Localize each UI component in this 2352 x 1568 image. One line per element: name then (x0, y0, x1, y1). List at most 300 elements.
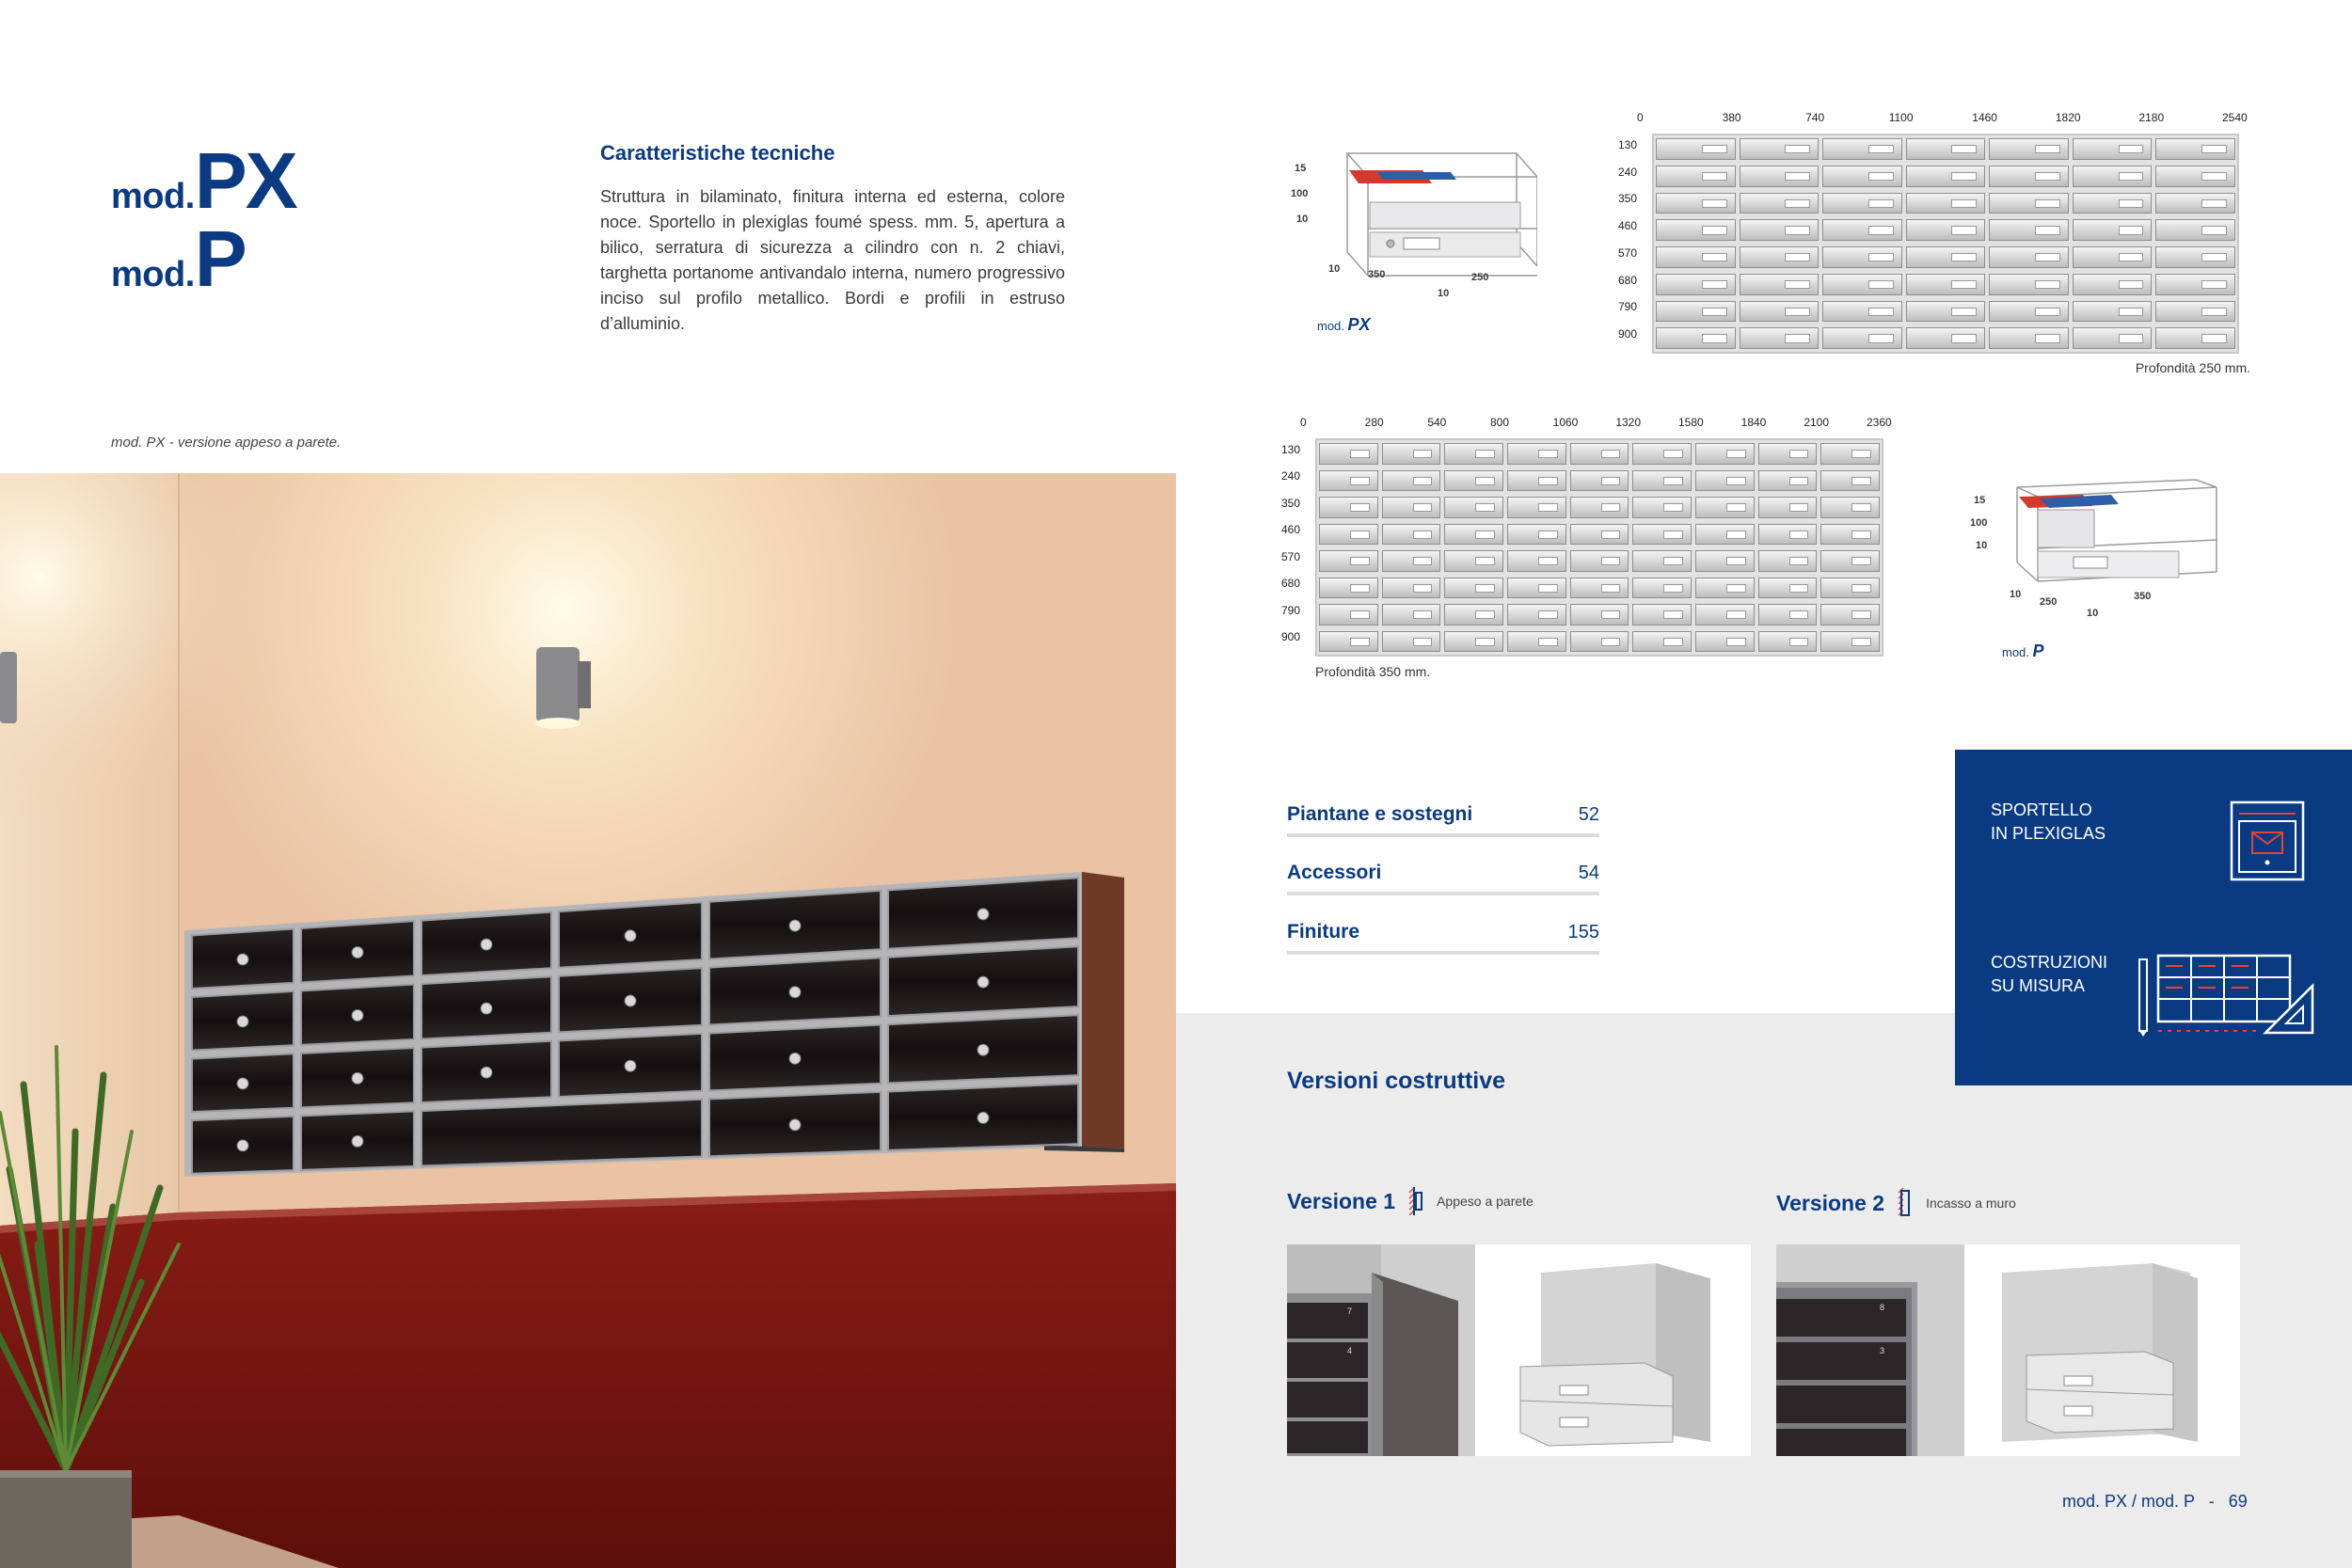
grid-mailbox-slot (1350, 557, 1370, 565)
mailbox-number: 8 (1880, 1303, 1885, 1312)
grid-mailbox-cell (1656, 274, 1736, 295)
grid-mailbox-cell (1382, 550, 1441, 572)
grid-mailbox-slot (1601, 610, 1621, 619)
grid-mailbox-cell (1319, 604, 1378, 626)
features-box (1955, 750, 2352, 1085)
footer-text: mod. PX / mod. P (2062, 1492, 2195, 1511)
x-tick-label: 1460 (1972, 111, 1997, 124)
grid-mailbox-cell (1382, 578, 1441, 599)
grid-mailbox-cell (1656, 138, 1736, 160)
grid-mailbox-cell (1570, 604, 1629, 626)
dim-350: 350 (1368, 269, 1386, 280)
grid-mailbox-cell (1822, 193, 1902, 214)
grid-mailbox-cell (1758, 443, 1818, 465)
grid-mailbox-slot (1785, 334, 1810, 342)
grid-mailbox-slot (1789, 450, 1809, 458)
dim-10c: 10 (1438, 288, 1450, 299)
grid-mailbox-cell (1989, 274, 2069, 295)
grid-mailbox-slot (1663, 557, 1683, 565)
grid-mailbox-cell (1632, 443, 1692, 465)
grid-mailbox-cell (1444, 631, 1503, 653)
grid-mailbox-slot (1726, 531, 1746, 539)
photo-mailbox-large-door (421, 1100, 702, 1166)
grid-mailbox-cell (1632, 578, 1692, 599)
photo-mailbox-lock (352, 1135, 363, 1147)
grid-mailbox-slot (1663, 477, 1683, 485)
grid-mailbox-slot (1868, 308, 1894, 316)
grid-mailbox-cell (1740, 246, 1820, 268)
grid-mailbox-cell (1740, 219, 1820, 241)
mailbox-wall-photo (0, 473, 1176, 1568)
grid-mailbox-cell (1740, 193, 1820, 214)
grid-mailbox-slot (2201, 226, 2227, 234)
grid-mailbox-slot (1951, 226, 1977, 234)
grid-mailbox-cell (1740, 301, 1820, 323)
y-tick-label: 350 (1281, 496, 1301, 510)
grid-mailbox-slot (1350, 531, 1370, 539)
grid-mailbox-cell (1570, 524, 1629, 546)
y-tick-label: 900 (1281, 630, 1301, 644)
photo-mailbox-lock (625, 1060, 636, 1071)
page-footer (2062, 1492, 2248, 1512)
grid-mailbox-cell (1507, 497, 1566, 518)
grid-mailbox-slot (2201, 280, 2227, 289)
grid-mailbox-slot (1702, 199, 1727, 208)
grid-mailbox-slot (1538, 477, 1558, 485)
photo-mailbox-lock (625, 995, 636, 1006)
mailbox-number: 3 (1880, 1346, 1885, 1355)
grid-mailbox-slot (1789, 638, 1809, 646)
grid-mailbox-slot (2035, 334, 2060, 342)
grid-mailbox-slot (1851, 557, 1871, 565)
title-prefix: mod. (111, 255, 195, 294)
grid-mailbox-slot (1951, 172, 1977, 181)
grid-mailbox-slot (1413, 450, 1433, 458)
grid-mailbox-cell (1740, 274, 1820, 295)
grid-mailbox-slot (1413, 503, 1433, 512)
grid-mailbox-slot (2201, 308, 2227, 316)
grid-mailbox-slot (1350, 610, 1370, 619)
grid-mailbox-cell (1570, 550, 1629, 572)
grid-mailbox-cell (1822, 246, 1902, 268)
grid-mailbox-slot (1851, 477, 1871, 485)
grid-mailbox-slot (1663, 610, 1683, 619)
version-desc: Appeso a parete (1437, 1194, 1534, 1209)
grid-mailbox-slot (1851, 531, 1871, 539)
grid-mailbox-slot (2119, 226, 2144, 234)
grid-mailbox-cell (1656, 327, 1736, 349)
grid-mailbox-slot (1726, 477, 1746, 485)
grid-mailbox-cell (1906, 274, 1986, 295)
grid-mailbox-cell (1319, 443, 1378, 465)
grid-mailbox-slot (1350, 638, 1370, 646)
grid-mailbox-cell (1820, 550, 1880, 572)
grid-mailbox-slot (1702, 308, 1727, 316)
grid-mailbox-slot (2201, 172, 2227, 181)
photo-mailbox-lock (789, 1119, 801, 1131)
grid-mailbox-cell (2155, 193, 2235, 214)
grid-mailbox-slot (1702, 145, 1727, 153)
index-page: 52 (1578, 804, 1599, 825)
grid-mailbox-cell (1989, 193, 2069, 214)
y-tick-label: 790 (1618, 300, 1638, 314)
grid-mailbox-cell (1507, 631, 1566, 653)
grid-mailbox-cell (1444, 443, 1503, 465)
grid-mailbox-cell (1382, 497, 1441, 518)
y-tick-label: 900 (1618, 327, 1638, 341)
grid-mailbox-slot (1851, 450, 1871, 458)
title-px: PX (194, 136, 296, 225)
custom-build-icon (2137, 952, 2316, 1037)
x-tick-label: 280 (1364, 416, 1384, 429)
grid-mailbox-cell (1820, 470, 1880, 492)
grid-mailbox-slot (1350, 450, 1370, 458)
grid-mailbox-slot (1851, 638, 1871, 646)
photo-mailbox-lock (625, 930, 636, 942)
grid-mailbox-slot (1702, 253, 1727, 261)
grid-mailbox-slot (1702, 280, 1727, 289)
grid-mailbox-cell (1319, 578, 1378, 599)
p-depth-note: Profondità 350 mm. (1315, 664, 1431, 679)
grid-mailbox-cell (1906, 166, 1986, 187)
grid-mailbox-cell (1382, 470, 1441, 492)
photo-caption: mod. PX - versione appeso a parete. (111, 435, 342, 451)
grid-mailbox-slot (1868, 226, 1894, 234)
grid-mailbox-cell (1319, 631, 1378, 653)
grid-mailbox-cell (1695, 604, 1755, 626)
grid-mailbox-cell (1507, 443, 1566, 465)
grid-mailbox-slot (1789, 477, 1809, 485)
grid-mailbox-slot (1601, 503, 1621, 512)
grid-mailbox-cell (1319, 524, 1378, 546)
title-mod-p (111, 214, 246, 303)
grid-mailbox-cell (1507, 578, 1566, 599)
grid-mailbox-slot (2035, 226, 2060, 234)
x-tick-label: 1100 (1888, 111, 1914, 124)
x-tick-label: 1580 (1678, 416, 1704, 429)
mailbox-number: 7 (1347, 1307, 1353, 1316)
grid-mailbox-cell (1740, 327, 1820, 349)
feature-text: COSTRUZIONI SU MISURA (1991, 953, 2107, 995)
grid-mailbox-slot (1601, 584, 1621, 593)
grid-mailbox-slot (1726, 584, 1746, 593)
photo-mailbox-lock (352, 947, 363, 958)
dim-10c: 10 (2087, 608, 2099, 619)
y-tick-label: 680 (1618, 273, 1638, 287)
y-tick-label: 240 (1281, 469, 1301, 483)
tech-heading: Caratteristiche tecniche (600, 141, 835, 165)
grid-mailbox-cell (1632, 631, 1692, 653)
dim-10: 10 (1976, 540, 1988, 551)
grid-mailbox-slot (1951, 334, 1977, 342)
grid-mailbox-cell (1656, 166, 1736, 187)
grid-mailbox-slot (1413, 584, 1433, 593)
grid-mailbox-slot (1538, 531, 1558, 539)
grid-mailbox-slot (2035, 253, 2060, 261)
grid-mailbox-slot (2201, 253, 2227, 261)
title-p: P (194, 214, 246, 303)
grid-mailbox-slot (1868, 199, 1894, 208)
y-tick-label: 240 (1618, 165, 1638, 179)
grid-mailbox-cell (1507, 550, 1566, 572)
grid-mailbox-slot (1601, 450, 1621, 458)
version-label: Versione 2 (1776, 1190, 1885, 1215)
grid-mailbox-slot (1538, 503, 1558, 512)
mailbox-number: 4 (1347, 1346, 1353, 1355)
grid-mailbox-cell (1820, 604, 1880, 626)
grid-mailbox-slot (1475, 638, 1495, 646)
grid-mailbox-cell (1319, 470, 1378, 492)
grid-mailbox-slot (1851, 610, 1871, 619)
grid-mailbox-cell (1695, 631, 1755, 653)
grid-mailbox-cell (1570, 470, 1629, 492)
photo-mailbox-lock (237, 1140, 248, 1151)
dim-15: 15 (1295, 163, 1307, 174)
grid-mailbox-cell (1382, 443, 1441, 465)
grid-mailbox-cell (1507, 470, 1566, 492)
diagram-px-3d (1291, 135, 1537, 332)
grid-mailbox-cell (1695, 443, 1755, 465)
index-row[interactable] (1287, 913, 1599, 955)
photo-mailbox-lock (237, 1078, 248, 1089)
p-grid-chart (1279, 414, 1891, 689)
grid-mailbox-cell (1906, 138, 1986, 160)
grid-mailbox-cell (1319, 497, 1378, 518)
product-photo (0, 473, 1176, 1568)
grid-mailbox-slot (2119, 308, 2144, 316)
grid-mailbox-cell (1820, 443, 1880, 465)
grid-mailbox-cell (1758, 604, 1818, 626)
photo-mailbox-lock (481, 939, 492, 950)
grid-mailbox-slot (1951, 253, 1977, 261)
x-tick-label: 800 (1490, 416, 1510, 429)
photo-mailbox-lock (977, 1112, 989, 1123)
diagram-p-label: mod. P (2002, 641, 2044, 660)
grid-mailbox-cell (1444, 550, 1503, 572)
grid-mailbox-slot (2119, 199, 2144, 208)
grid-mailbox-cell (1656, 193, 1736, 214)
dim-100: 100 (1970, 517, 1988, 529)
y-tick-label: 130 (1281, 442, 1301, 456)
grid-mailbox-cell (2155, 166, 2235, 187)
index-page: 155 (1567, 922, 1599, 942)
y-tick-label: 790 (1281, 603, 1301, 617)
grid-mailbox-cell (1989, 166, 2069, 187)
grid-mailbox-cell (2155, 219, 2235, 241)
grid-mailbox-cell (1444, 524, 1503, 546)
grid-mailbox-cell (1695, 578, 1755, 599)
px-grid-chart (1573, 111, 2250, 384)
photo-mailbox-lock (977, 909, 989, 920)
wall-mount-icon (1408, 1187, 1423, 1215)
grid-mailbox-slot (1350, 503, 1370, 512)
index-row[interactable] (1287, 796, 1599, 837)
grid-mailbox-slot (1789, 531, 1809, 539)
version-1-images (1287, 1244, 1751, 1456)
dim-15: 15 (1974, 495, 1986, 506)
grid-mailbox-cell (1758, 470, 1818, 492)
grid-mailbox-cell (1695, 550, 1755, 572)
photo-mailbox-lock (352, 1009, 363, 1021)
grid-mailbox-cell (1382, 524, 1441, 546)
tech-body: Struttura in bilaminato, finitura interna ed esterna, colore noce. Sportello in plexiglas foumé spess. mm. 5, apertura a bilico, serratura di sicurezza a cilindro con n. 2 chiavi, targhetta portanome antivandalo interna, numero progressivo inciso sul profilo metallico. Bordi e profili in estruso d’alluminio. (600, 187, 1065, 333)
grid-mailbox-cell (1989, 219, 2069, 241)
grid-mailbox-cell (1444, 604, 1503, 626)
dim-100: 100 (1291, 188, 1309, 199)
grid-mailbox-cell (1758, 550, 1818, 572)
grid-mailbox-slot (1538, 610, 1558, 619)
grid-mailbox-cell (1906, 193, 1986, 214)
grid-mailbox-slot (1601, 477, 1621, 485)
grid-mailbox-slot (2201, 145, 2227, 153)
grid-mailbox-slot (2119, 253, 2144, 261)
grid-mailbox-cell (1822, 301, 1902, 323)
grid-mailbox-slot (1789, 584, 1809, 593)
photo-mailbox-lock (481, 1067, 492, 1078)
photo-mailbox-lock (481, 1003, 492, 1014)
grid-mailbox-slot (2035, 199, 2060, 208)
grid-mailbox-slot (1350, 584, 1370, 593)
grid-mailbox-cell (1740, 138, 1820, 160)
title-prefix: mod. (111, 177, 195, 216)
grid-mailbox-slot (2119, 334, 2144, 342)
grid-mailbox-cell (1822, 274, 1902, 295)
grid-mailbox-cell (1695, 470, 1755, 492)
grid-mailbox-cell (1820, 524, 1880, 546)
grid-mailbox-slot (1350, 477, 1370, 485)
grid-mailbox-cell (2073, 166, 2153, 187)
grid-mailbox-cell (1820, 578, 1880, 599)
grid-mailbox-slot (1663, 638, 1683, 646)
grid-mailbox-slot (1785, 226, 1810, 234)
grid-mailbox-slot (1475, 610, 1495, 619)
grid-mailbox-slot (1413, 477, 1433, 485)
grid-mailbox-cell (2073, 246, 2153, 268)
grid-mailbox-cell (1822, 138, 1902, 160)
grid-mailbox-cell (1570, 578, 1629, 599)
version-desc: Incasso a muro (1926, 1196, 2016, 1211)
grid-mailbox-cell (1695, 524, 1755, 546)
grid-mailbox-cell (1656, 246, 1736, 268)
x-tick-label: 1840 (1740, 416, 1767, 429)
grid-mailbox-slot (1726, 450, 1746, 458)
photo-mailbox-lock (789, 987, 801, 998)
grid-mailbox-slot (2201, 199, 2227, 208)
grid-mailbox-slot (1726, 638, 1746, 646)
grid-mailbox-cell (1444, 470, 1503, 492)
mailbox-envelope-icon (2230, 800, 2305, 881)
grid-mailbox-slot (2119, 145, 2144, 153)
grid-mailbox-cell (2073, 327, 2153, 349)
photo-mailbox-lock (977, 976, 989, 988)
grid-mailbox-cell (2073, 274, 2153, 295)
grid-mailbox-cell (1695, 497, 1755, 518)
grid-mailbox-slot (1726, 557, 1746, 565)
y-tick-label: 680 (1281, 577, 1301, 591)
px-depth-note: Profondità 250 mm. (2135, 360, 2250, 375)
feature-text: SPORTELLO IN PLEXIGLAS (1991, 800, 2106, 843)
x-tick-label: 2180 (2138, 111, 2165, 124)
x-tick-label: 740 (1805, 111, 1825, 124)
wall-recess-icon (1898, 1187, 1913, 1219)
index-label: Finiture (1287, 921, 1359, 942)
grid-mailbox-slot (1663, 503, 1683, 512)
page-number: 69 (2228, 1492, 2248, 1511)
grid-mailbox-slot (1475, 477, 1495, 485)
grid-mailbox-cell (1989, 327, 2069, 349)
title-mod-px (111, 136, 296, 225)
grid-mailbox-slot (1601, 557, 1621, 565)
dim-250: 250 (1471, 272, 1489, 283)
grid-mailbox-slot (1413, 531, 1433, 539)
grid-mailbox-cell (1444, 497, 1503, 518)
diagram-p-3d (1970, 468, 2224, 666)
x-tick-label: 2360 (1867, 416, 1892, 429)
grid-mailbox-cell (1758, 631, 1818, 653)
photo-mailbox-lock (789, 920, 801, 931)
grid-mailbox-cell (1507, 524, 1566, 546)
grid-mailbox-slot (1789, 610, 1809, 619)
y-tick-label: 570 (1281, 549, 1301, 563)
grid-mailbox-slot (1413, 638, 1433, 646)
grid-mailbox-cell (1820, 497, 1880, 518)
photo-mailbox-lock (789, 1053, 801, 1064)
grid-mailbox-cell (2073, 193, 2153, 214)
x-tick-label: 2100 (1804, 416, 1830, 429)
grid-mailbox-slot (2119, 172, 2144, 181)
x-tick-label: 1320 (1615, 416, 1642, 429)
x-tick-label: 1060 (1552, 416, 1579, 429)
grid-mailbox-slot (1951, 308, 1977, 316)
version-1-header (1287, 1187, 1534, 1215)
grid-mailbox-cell (1758, 578, 1818, 599)
x-tick-label: 380 (1722, 111, 1741, 124)
grid-mailbox-slot (2119, 280, 2144, 289)
grid-mailbox-slot (1951, 145, 1977, 153)
grid-mailbox-slot (1538, 584, 1558, 593)
dim-10b: 10 (1328, 263, 1341, 275)
grid-mailbox-slot (1475, 450, 1495, 458)
grid-mailbox-cell (1570, 497, 1629, 518)
grid-mailbox-cell (1989, 138, 2069, 160)
y-tick-label: 460 (1281, 523, 1301, 537)
grid-mailbox-slot (1663, 531, 1683, 539)
grid-mailbox-cell (1822, 166, 1902, 187)
index-row[interactable] (1287, 854, 1599, 895)
grid-mailbox-slot (1601, 638, 1621, 646)
x-tick-label: 2540 (2222, 111, 2248, 124)
grid-mailbox-cell (1444, 578, 1503, 599)
p-mailbox-grid (1315, 438, 1883, 657)
grid-mailbox-cell (1570, 443, 1629, 465)
grid-mailbox-slot (1726, 503, 1746, 512)
version-2-header (1776, 1187, 2016, 1219)
grid-mailbox-slot (2201, 334, 2227, 342)
grid-mailbox-cell (1906, 219, 1986, 241)
grid-mailbox-cell (1656, 219, 1736, 241)
x-tick-label: 1820 (2055, 111, 2081, 124)
grid-mailbox-cell (1822, 327, 1902, 349)
grid-mailbox-cell (1570, 631, 1629, 653)
grid-mailbox-slot (1726, 610, 1746, 619)
grid-mailbox-cell (1740, 166, 1820, 187)
grid-mailbox-cell (2155, 301, 2235, 323)
grid-mailbox-slot (1868, 280, 1894, 289)
index-label: Accessori (1287, 862, 1382, 883)
grid-mailbox-cell (1758, 524, 1818, 546)
y-tick-label: 350 (1618, 192, 1638, 206)
grid-mailbox-cell (1758, 497, 1818, 518)
